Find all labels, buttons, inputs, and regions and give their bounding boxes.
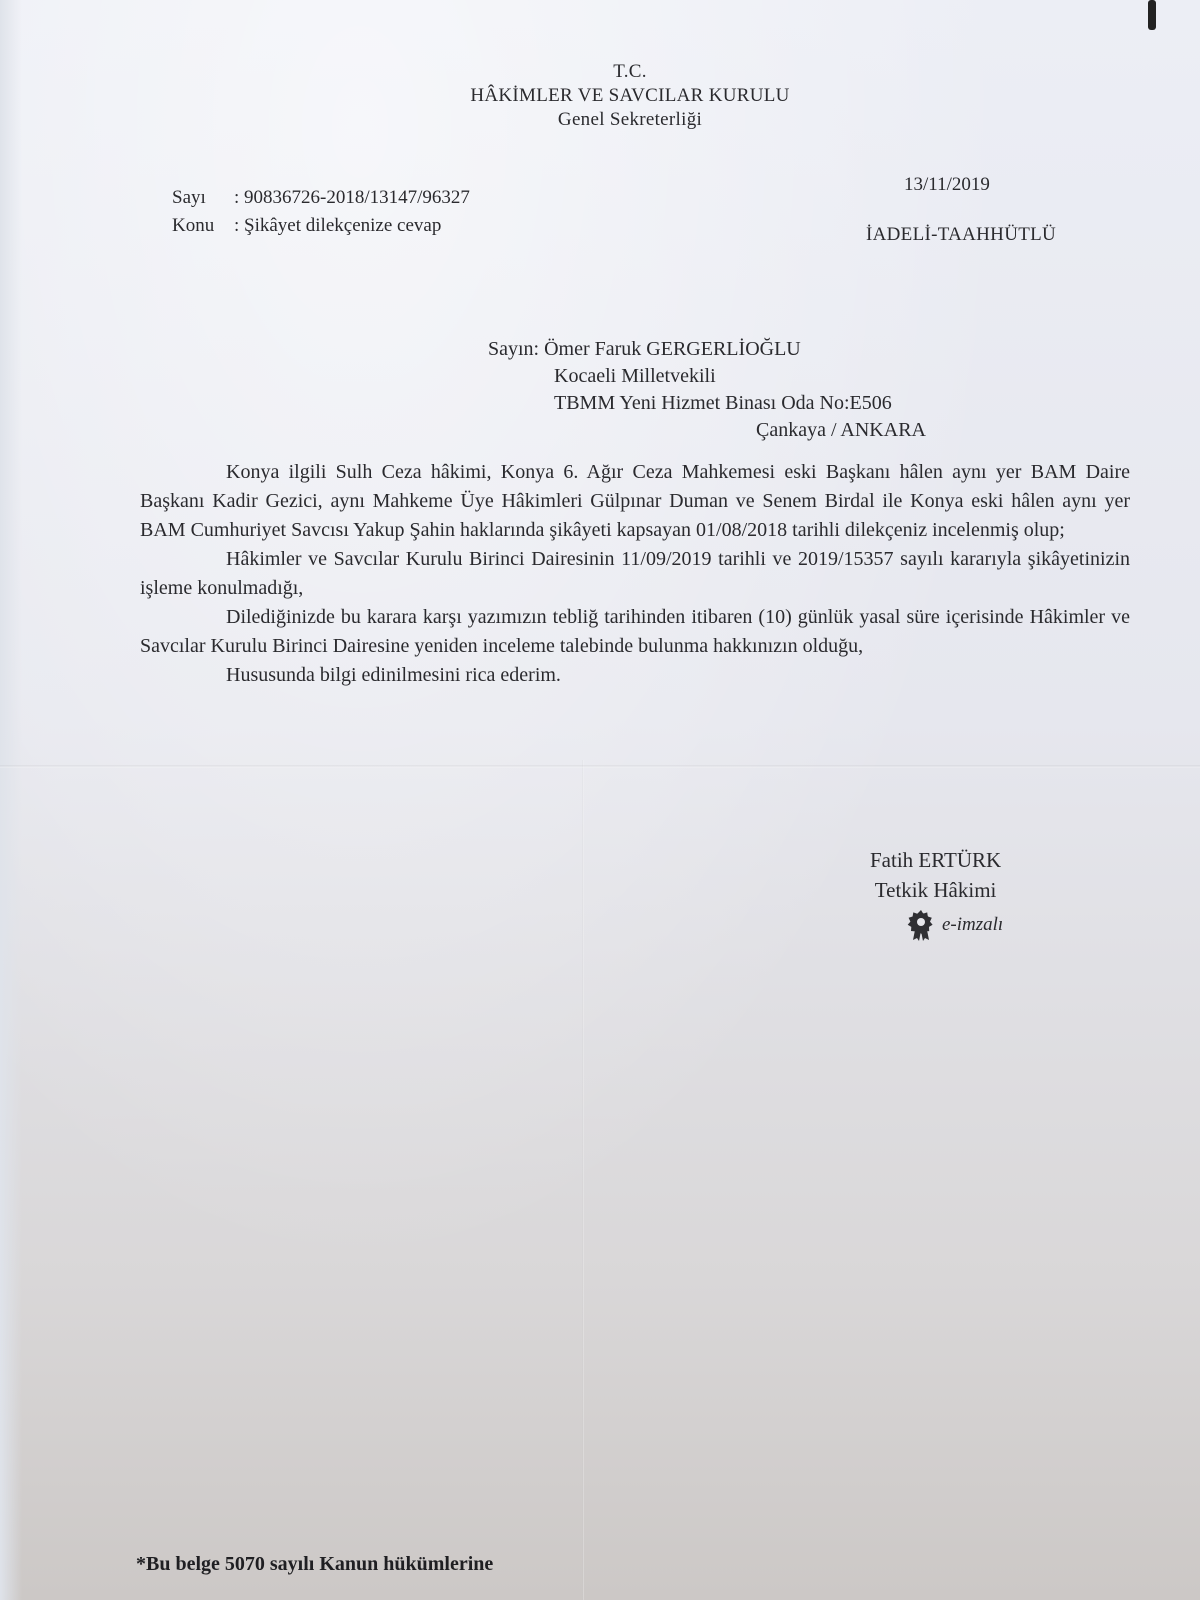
- body-paragraph-1: Konya ilgili Sulh Ceza hâkimi, Konya 6. Ağır Ceza Mahkemesi eski Başkanı hâlen aynı yer BAM Daire Başkanı Kadir Gezici, aynı Mahkeme Üye Hâkimleri Gülpınar Duman ve Senem Birdal ile Konya eski hâlen aynı yer BAM Cumhuriyet Savcısı Yakup Şahin haklarında şikâyeti kapsayan 01/08/2018 tarihli dilekçeniz incelenmiş olup;: [140, 461, 1130, 541]
- recipient-title: Kocaeli Milletvekili: [554, 365, 716, 387]
- sayi-value: : 90836726-2018/13147/96327: [234, 187, 470, 208]
- recipient-city: Çankaya / ANKARA: [756, 419, 926, 441]
- sayi-row: [172, 184, 470, 212]
- signature-block: [870, 845, 1001, 905]
- konu-row: [172, 212, 470, 240]
- body-paragraph-3: Dilediğinizde bu karara karşı yazımızın tebliğ tarihinden itibaren (10) günlük yasal süre içerisinde Hâkimler ve Savcılar Kurulu Birinci Dairesine yeniden inceleme talebinde bulunma hakkınızın olduğu,: [140, 606, 1130, 657]
- body-paragraph-2: Hâkimler ve Savcılar Kurulu Birinci Dairesinin 11/09/2019 tarihli ve 2019/15357 sayılı kararıyla şikâyetinizin işleme konulmadığı,: [140, 548, 1130, 599]
- e-signature-label: e-imzalı: [942, 914, 1004, 935]
- paper-fold-vertical: [582, 760, 584, 1600]
- konu-label: Konu: [172, 215, 215, 236]
- letterhead-organization: HÂKİMLER VE SAVCILAR KURULU: [470, 85, 790, 106]
- signer-title: Tetkik Hâkimi: [874, 878, 997, 902]
- body-paragraph-4: Hususunda bilgi edinilmesini rica ederim.: [226, 664, 561, 686]
- letterhead-department: Genel Sekreterliği: [557, 109, 703, 130]
- letterhead-tc: T.C.: [613, 61, 647, 82]
- reference-block: [172, 184, 470, 240]
- top-edge-mark: [1148, 0, 1156, 30]
- signer-name: Fatih ERTÜRK: [870, 848, 1002, 872]
- recipient-building: TBMM Yeni Hizmet Binası Oda No:E506: [554, 392, 892, 414]
- page-shadow: [0, 0, 22, 1600]
- konu-value: : Şikâyet dilekçenize cevap: [234, 215, 442, 236]
- letter-date: 13/11/2019: [904, 174, 990, 195]
- mail-type: İADELİ-TAAHHÜTLÜ: [866, 224, 1057, 245]
- e-signature: [904, 908, 1003, 942]
- sayi-label: Sayı: [172, 187, 206, 208]
- footer-note: *Bu belge 5070 sayılı Kanun hükümlerine: [136, 1553, 494, 1575]
- letter-body: [140, 458, 1130, 690]
- recipient-name: Sayın: Ömer Faruk GERGERLİOĞLU: [488, 338, 801, 360]
- recipient-address: [488, 336, 926, 444]
- paper-fold-horizontal: [0, 765, 1200, 768]
- letterhead: [330, 60, 930, 132]
- seal-icon: [904, 908, 938, 942]
